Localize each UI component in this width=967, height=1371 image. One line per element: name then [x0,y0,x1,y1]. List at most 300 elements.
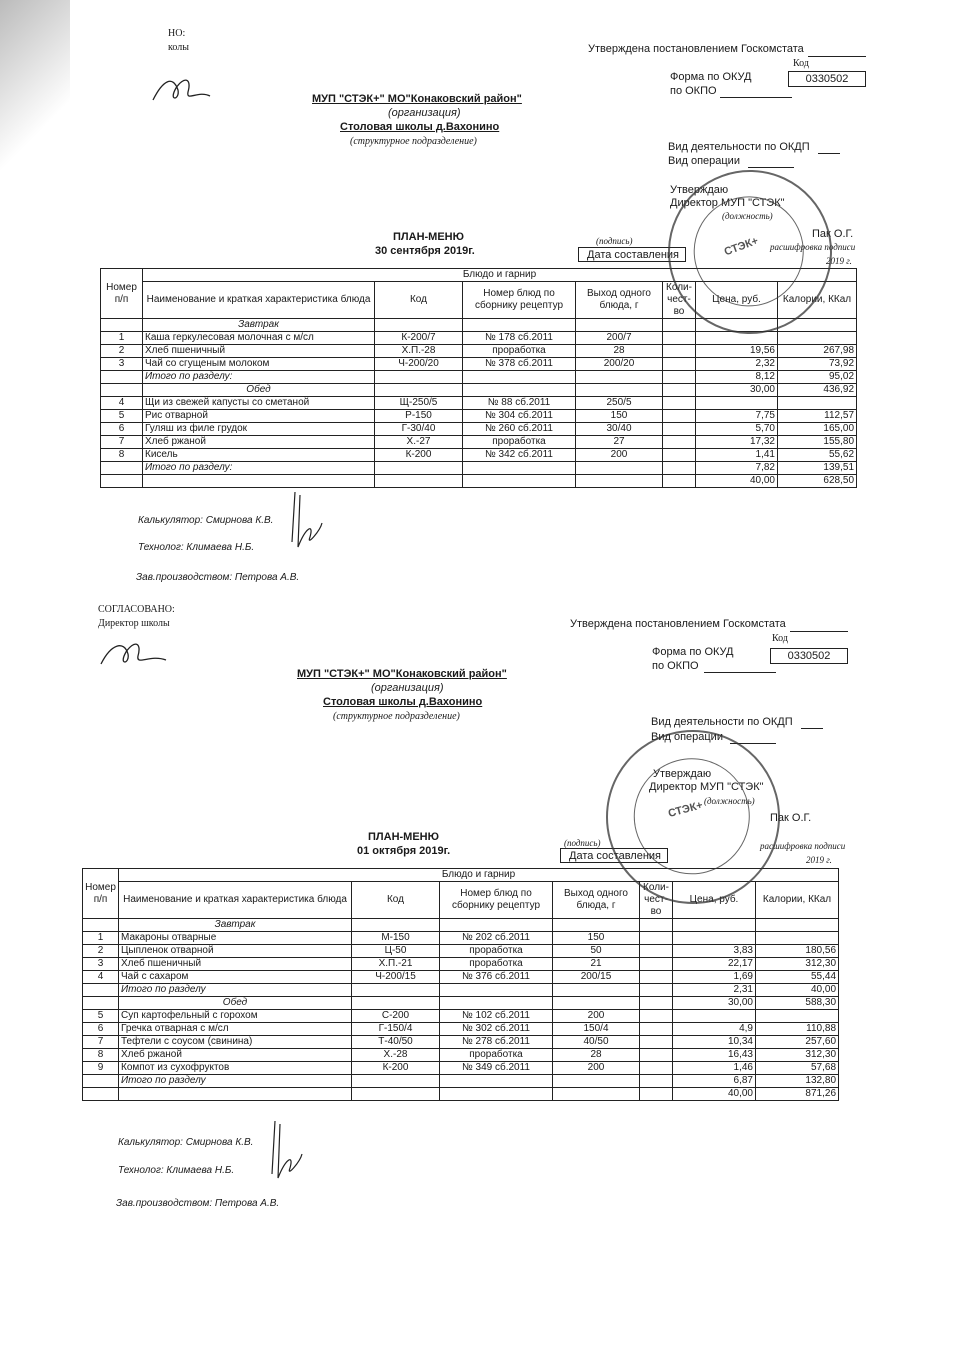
cell-recipe: № 278 сб.2011 [440,1036,553,1049]
header-name: Наименование и краткая характеристика блюда [119,882,352,919]
okpo-label: по ОКПО [670,85,717,97]
cell-qty [663,449,696,462]
cell-code: Г-30/40 [375,423,463,436]
year-caption: 2019 г. [806,855,832,865]
cell-out: 50 [553,945,640,958]
section-row [83,997,839,1010]
cell-cal: 588,30 [756,997,839,1010]
cell-name: Хлеб ржаной [119,1049,352,1062]
cell-n: 6 [83,1023,119,1036]
header-price: Цена, руб. [696,282,778,319]
cell-price: 1,69 [673,971,756,984]
cell-code [375,384,463,397]
cell-cal: 55,62 [778,449,857,462]
cell-cal [756,1010,839,1023]
cell-qty [663,410,696,423]
cell-qty [663,319,696,332]
cell-qty [640,1036,673,1049]
cell-price: 40,00 [673,1088,756,1101]
header-output: Выход одного блюда, г [553,882,640,919]
position-caption: (должность) [704,796,755,806]
cell-name: Макароны отварные [119,932,352,945]
cell-cal: 312,30 [756,958,839,971]
agreed-heading: НО: [168,28,186,39]
cell-n [83,984,119,997]
cell-name: Завтрак [143,319,375,332]
cell-price: 4,9 [673,1023,756,1036]
cell-out: 28 [576,345,663,358]
decode-caption: расшифровка подписи [770,242,856,252]
header-num: Номер п/п [83,869,119,919]
cell-price: 17,32 [696,436,778,449]
cell-price: 40,00 [696,475,778,488]
director-signature-2 [96,634,176,674]
cell-qty [640,919,673,932]
cell-name: Итого по разделу: [143,371,375,384]
cell-price: 5,70 [696,423,778,436]
cell-out [553,1088,640,1101]
approver-name: Пак О.Г. [770,812,812,824]
cell-code [352,1075,440,1088]
header-price: Цена, руб. [673,882,756,919]
approve-word: Утверждаю [670,184,729,196]
cell-cal: 267,98 [778,345,857,358]
cell-n: 9 [83,1062,119,1075]
cell-n [83,997,119,1010]
cell-recipe: № 178 сб.2011 [463,332,576,345]
cell-cal: 139,51 [778,462,857,475]
cell-code: Р-150 [375,410,463,423]
cell-code: Щ-250/5 [375,397,463,410]
cell-price: 3,83 [673,945,756,958]
header-num: Номер п/п [101,269,143,319]
cell-price: 8,12 [696,371,778,384]
cell-recipe: № 302 сб.2011 [440,1023,553,1036]
org-caption: (организация) [371,682,444,694]
sign-caption: (подпись) [596,236,633,246]
cell-name: Каша геркулесовая молочная с м/сл [143,332,375,345]
kod-label: Код [772,633,788,644]
date-compiled-label: Дата составления [560,848,668,863]
grand-total-row [83,1088,839,1101]
cell-code: К-200/7 [375,332,463,345]
cell-name: Щи из свежей капусты со сметаной [143,397,375,410]
table-row [101,423,857,436]
cell-out [576,384,663,397]
header-dish-group: Блюдо и гарнир [119,869,839,882]
table-row [83,1036,839,1049]
header-code: Код [352,882,440,919]
approved-by: Утверждена постановлением Госкомстата [588,43,804,55]
cell-recipe: № 342 сб.2011 [463,449,576,462]
cell-out: 28 [553,1049,640,1062]
approve-word: Утверждаю [653,768,712,780]
cell-out: 200/15 [553,971,640,984]
okdp-label: Вид деятельности по ОКДП [651,716,793,728]
cell-code: Ч-200/20 [375,358,463,371]
cell-price: 30,00 [673,997,756,1010]
cell-cal: 871,26 [756,1088,839,1101]
cell-cal: 257,60 [756,1036,839,1049]
organization-stamp-2: СТЭК+ [586,710,799,923]
subdivision-name: Столовая школы д.Вахонино [323,696,483,708]
cell-price [696,332,778,345]
technologist-line: Технолог: Климаева Н.Б. [118,1165,235,1176]
cell-recipe: проработка [440,1049,553,1062]
header-recipe: Номер блюд по сборнику рецептур [440,882,553,919]
table-row [83,1023,839,1036]
cell-cal: 132,80 [756,1075,839,1088]
okud-label: Форма по ОКУД [670,71,752,83]
cell-recipe [440,997,553,1010]
cell-recipe: № 102 сб.2011 [440,1010,553,1023]
cell-qty [640,945,673,958]
cell-out: 30/40 [576,423,663,436]
table-row [83,971,839,984]
cell-code: Т-40/50 [352,1036,440,1049]
cell-n: 3 [83,958,119,971]
cell-qty [640,1075,673,1088]
cell-name: Итого по разделу [119,984,352,997]
cell-code [352,984,440,997]
table-row [83,945,839,958]
cell-name: Компот из сухофруктов [119,1062,352,1075]
cell-n: 2 [83,945,119,958]
header-calories: Калории, ККал [778,282,857,319]
cell-qty [640,997,673,1010]
header-dish-group: Блюдо и гарнир [143,269,857,282]
cell-name: Обед [143,384,375,397]
cell-qty [663,345,696,358]
cell-recipe: № 202 сб.2011 [440,932,553,945]
cell-price [673,919,756,932]
calculator-signature-1 [270,487,330,557]
cell-n: 1 [83,932,119,945]
cell-qty [663,358,696,371]
cell-name: Хлеб ржаной [143,436,375,449]
cell-price: 30,00 [696,384,778,397]
cell-out: 200/7 [576,332,663,345]
cell-price: 10,34 [673,1036,756,1049]
cell-out: 200 [553,1062,640,1075]
cell-n [83,1088,119,1101]
cell-out [576,475,663,488]
year-caption: 2019 г. [826,256,852,266]
cell-cal: 312,30 [756,1049,839,1062]
cell-recipe: проработка [463,436,576,449]
header-calories: Калории, ККал [756,882,839,919]
header-qty: Коли-чест-во [640,882,673,919]
section-row [101,384,857,397]
kod-label: Код [793,58,809,69]
cell-code: Ц-50 [352,945,440,958]
cell-n: 8 [101,449,143,462]
cell-price: 2,32 [696,358,778,371]
cell-out [553,1075,640,1088]
cell-code [375,319,463,332]
cell-recipe [440,1088,553,1101]
cell-cal [778,397,857,410]
director-title: Директор МУП "СТЭК" [670,197,785,209]
cell-price: 7,75 [696,410,778,423]
cell-out [553,997,640,1010]
cell-recipe [440,984,553,997]
grand-total-row [101,475,857,488]
cell-cal: 165,00 [778,423,857,436]
subtotal-row [101,462,857,475]
subdivision-caption: (структурное подразделение) [333,711,460,722]
table-row [101,397,857,410]
cell-n: 5 [83,1010,119,1023]
cell-price: 16,43 [673,1049,756,1062]
cell-qty [640,1062,673,1075]
cell-n: 4 [83,971,119,984]
cell-name: Тефтели с соусом (свинина) [119,1036,352,1049]
cell-recipe [463,475,576,488]
approver-name: Пак О.Г. [812,228,854,240]
cell-n: 7 [101,436,143,449]
sign-caption: (подпись) [564,838,601,848]
cell-n: 2 [101,345,143,358]
cell-out: 150 [553,932,640,945]
cell-name [143,475,375,488]
cell-n: 4 [101,397,143,410]
cell-qty [663,371,696,384]
table-row [101,449,857,462]
cell-recipe [440,1075,553,1088]
subtotal-row [83,1075,839,1088]
cell-cal: 95,02 [778,371,857,384]
cell-cal: 55,44 [756,971,839,984]
date-compiled-label: Дата составления [578,247,686,262]
table-row [83,1049,839,1062]
cell-recipe: № 304 сб.2011 [463,410,576,423]
org-name: МУП "СТЭК+" МО"Конаковский район" [297,668,507,680]
cell-code: Х.-27 [375,436,463,449]
cell-cal [756,919,839,932]
header-output: Выход одного блюда, г [576,282,663,319]
cell-recipe: проработка [463,345,576,358]
cell-qty [640,1088,673,1101]
cell-n: 5 [101,410,143,423]
cell-n [101,475,143,488]
plan-date: 01 октября 2019г. [357,845,451,857]
agreed-position: колы [168,42,189,53]
cell-price [696,397,778,410]
calculator-line: Калькулятор: Смирнова К.В. [118,1137,254,1148]
cell-price: 1,46 [673,1062,756,1075]
decode-caption: расшифровка подписи [760,841,846,851]
cell-recipe: № 376 сб.2011 [440,971,553,984]
cell-n: 7 [83,1036,119,1049]
cell-qty [663,475,696,488]
table-row [101,436,857,449]
scan-shadow [0,0,70,175]
header-qty: Коли-чест-во [663,282,696,319]
cell-out: 40/50 [553,1036,640,1049]
cell-price: 2,31 [673,984,756,997]
cell-price: 6,87 [673,1075,756,1088]
cell-code [375,462,463,475]
cell-name: Завтрак [119,919,352,932]
cell-n [83,919,119,932]
cell-qty [663,423,696,436]
cell-qty [640,984,673,997]
agreed-position: Директор школы [98,618,170,629]
cell-qty [640,958,673,971]
okdp-label: Вид деятельности по ОКДП [668,141,810,153]
director-title: Директор МУП "СТЭК" [649,781,764,793]
cell-name: Гуляш из филе грудок [143,423,375,436]
table-row [101,345,857,358]
table-row [83,958,839,971]
cell-name: Чай со сгущеным молоком [143,358,375,371]
cell-cal: 112,57 [778,410,857,423]
cell-cal: 40,00 [756,984,839,997]
subtotal-row [83,984,839,997]
cell-cal: 180,56 [756,945,839,958]
menu-table-2 [82,868,839,1101]
table-row [101,358,857,371]
cell-recipe [440,919,553,932]
cell-code: М-150 [352,932,440,945]
cell-name: Итого по разделу: [143,462,375,475]
cell-name: Хлеб пшеничный [143,345,375,358]
cell-code [352,919,440,932]
cell-cal: 57,68 [756,1062,839,1075]
organization-stamp-1: СТЭК+ [645,147,855,357]
cell-cal: 628,50 [778,475,857,488]
cell-name: Цыпленок отварной [119,945,352,958]
cell-recipe [463,371,576,384]
okud-code: 0330502 [788,71,866,87]
cell-qty [640,1049,673,1062]
cell-cal [778,332,857,345]
cell-name: Чай с сахаром [119,971,352,984]
org-caption: (организация) [388,107,461,119]
cell-n [101,384,143,397]
header-recipe: Номер блюд по сборнику рецептур [463,282,576,319]
cell-price: 19,56 [696,345,778,358]
table-row [83,1010,839,1023]
cell-code [352,997,440,1010]
cell-code: Г-150/4 [352,1023,440,1036]
plan-date: 30 сентября 2019г. [375,245,475,257]
cell-code: Х.-28 [352,1049,440,1062]
okud-code: 0330502 [770,648,848,664]
cell-qty [663,384,696,397]
cell-n: 3 [101,358,143,371]
cell-recipe [463,384,576,397]
cell-code: Ч-200/15 [352,971,440,984]
cell-qty [663,436,696,449]
cell-out: 21 [553,958,640,971]
cell-out: 150/4 [553,1023,640,1036]
cell-n [101,371,143,384]
cell-price [673,1010,756,1023]
cell-out [553,919,640,932]
cell-out [576,371,663,384]
cell-code: К-200 [352,1062,440,1075]
cell-name: Суп картофельный с горохом [119,1010,352,1023]
cell-qty [640,1010,673,1023]
calculator-line: Калькулятор: Смирнова К.В. [138,515,274,526]
calculator-signature-2 [250,1116,310,1186]
technologist-line: Технолог: Климаева Н.Б. [138,542,255,553]
cell-out [553,984,640,997]
cell-recipe: проработка [440,945,553,958]
plan-title: ПЛАН-МЕНЮ [368,831,439,843]
cell-name [119,1088,352,1101]
cell-qty [663,462,696,475]
cell-qty [663,332,696,345]
section-row [83,919,839,932]
cell-name: Итого по разделу [119,1075,352,1088]
table-row [83,1062,839,1075]
cell-out: 200 [576,449,663,462]
cell-recipe: № 378 сб.2011 [463,358,576,371]
org-name: МУП "СТЭК+" МО"Конаковский район" [312,93,522,105]
table-row [83,932,839,945]
cell-out: 150 [576,410,663,423]
cell-price [673,932,756,945]
cell-out: 200/20 [576,358,663,371]
cell-out [576,319,663,332]
director-signature-1 [148,70,218,110]
cell-price: 1,41 [696,449,778,462]
header-name: Наименование и краткая характеристика блюда [143,282,375,319]
cell-name: Кисель [143,449,375,462]
cell-cal: 73,92 [778,358,857,371]
cell-n [101,462,143,475]
cell-code [375,475,463,488]
cell-name: Рис отварной [143,410,375,423]
cell-qty [640,932,673,945]
cell-recipe: № 88 сб.2011 [463,397,576,410]
cell-out: 200 [553,1010,640,1023]
cell-n: 8 [83,1049,119,1062]
cell-n: 1 [101,332,143,345]
operation-label: Вид операции [668,155,740,167]
okud-label: Форма по ОКУД [652,646,734,658]
cell-out: 27 [576,436,663,449]
approved-by: Утверждена постановлением Госкомстата [570,618,786,630]
okpo-label: по ОКПО [652,660,699,672]
cell-recipe: № 260 сб.2011 [463,423,576,436]
plan-title: ПЛАН-МЕНЮ [393,231,464,243]
cell-qty [640,971,673,984]
cell-cal: 155,80 [778,436,857,449]
chief-line: Зав.производством: Петрова А.В. [116,1198,280,1209]
cell-n [83,1075,119,1088]
cell-cal: 110,88 [756,1023,839,1036]
subtotal-row [101,371,857,384]
cell-cal [756,932,839,945]
cell-cal: 436,92 [778,384,857,397]
position-caption: (должность) [722,211,773,221]
cell-recipe: проработка [440,958,553,971]
subdivision-caption: (структурное подразделение) [350,136,477,147]
cell-out [576,462,663,475]
header-code: Код [375,282,463,319]
cell-recipe [463,319,576,332]
subdivision-name: Столовая школы д.Вахонино [340,121,500,133]
agreed-heading: СОГЛАСОВАНО: [98,604,175,615]
cell-price: 7,82 [696,462,778,475]
operation-label: Вид операции [651,731,723,743]
cell-name: Гречка отварная с м/сл [119,1023,352,1036]
cell-qty [663,397,696,410]
